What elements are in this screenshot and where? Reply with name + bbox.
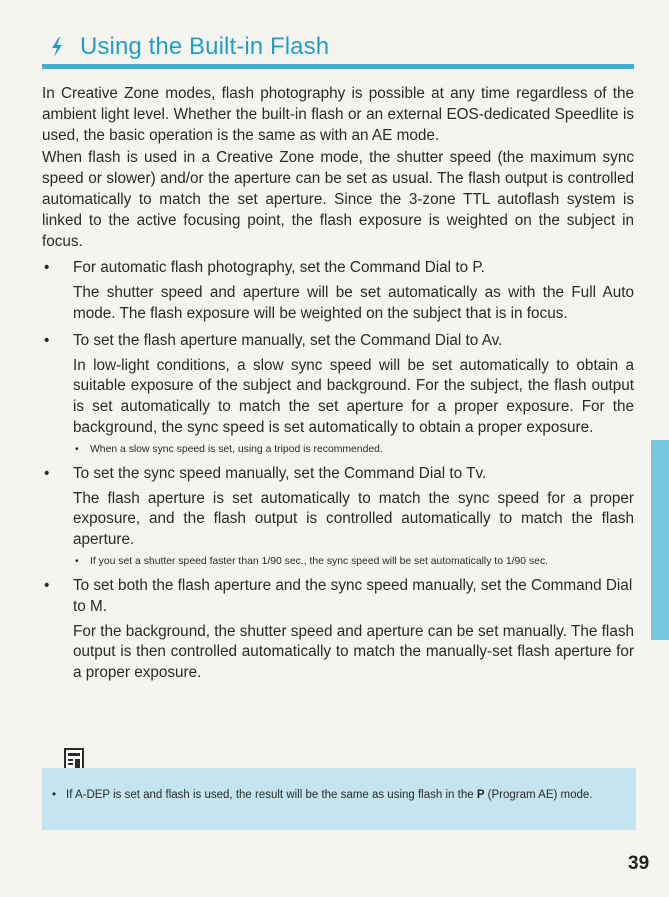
bullet-note: When a slow sync speed is set, using a tripod is recommended.: [90, 443, 383, 455]
intro-paragraph: In Creative Zone modes, flash photography is possible at any time regardless of the ambient light level. Whether the built-in flash or an external EOS-dedicated Speedlite is used, the basic operation is the same as with an AE mode.: [42, 85, 634, 144]
bullet-item: [42, 331, 634, 458]
page-title: Using the Built-in Flash: [80, 33, 330, 60]
note-marker: •: [75, 555, 79, 567]
intro-paragraph: When flash is used in a Creative Zone mode, the shutter speed (the maximum sync speed or slower) and/or the aperture can be set as usual. The flash output is controlled automatically to match the set aperture. Since the 3-zone TTL autoflash system is linked to the active focusing point, the flash exposure is weighted on the subject in focus.: [42, 149, 634, 250]
memo-text-after: (Program AE) mode.: [484, 789, 593, 801]
page-number: 39: [628, 853, 650, 874]
bullet-detail: In low-light conditions, a slow sync speed will be set automatically to obtain a suitable exposure of the subject and background. For the subject, the flash output is set automatically to match the set aperture for a proper exposure. For the background, the sync speed is set automatically to obtain a proper exposure.: [73, 356, 634, 436]
bullet-detail: The shutter speed and aperture will be set automatically as with the Full Auto mode. The flash exposure will be weighted on the subject that is in focus.: [73, 284, 634, 322]
memo-box: [42, 768, 636, 830]
bullet-marker: •: [44, 331, 50, 349]
bullet-item: [42, 576, 634, 684]
bullet-lead: To set both the flash aperture and the sync speed manually, set the Command Dial to M.: [73, 576, 633, 615]
bullet-marker: •: [44, 464, 50, 482]
flash-bolt-icon: [50, 37, 64, 57]
bullet-marker: •: [44, 259, 50, 277]
memo-marker: •: [52, 789, 57, 801]
section-header: [50, 30, 329, 64]
bullet-item: [42, 258, 634, 324]
bullet-detail: For the background, the shutter speed and aperture can be set manually. The flash output is then controlled automatically to match the manually-set flash aperture for a proper exposure.: [73, 622, 634, 682]
body-text: [42, 84, 634, 684]
bullet-lead: To set the sync speed manually, set the Command Dial to Tv.: [73, 464, 487, 482]
bullet-lead: For automatic flash photography, set the Command Dial to P.: [73, 259, 485, 277]
bullet-note: If you set a shutter speed faster than 1/90 sec., the sync speed will be set automatically to 1/90 sec.: [90, 555, 549, 567]
bullet-detail: The flash aperture is set automatically to match the sync speed for a proper exposure, and the flash output is controlled automatically to match the flash aperture.: [73, 489, 634, 549]
memo-text-bold: P: [476, 789, 485, 801]
memo-text-before: If A-DEP is set and flash is used, the result will be the same as using flash in the: [66, 789, 477, 801]
memo-text: [52, 787, 628, 804]
chapter-tab: [651, 440, 669, 640]
note-marker: •: [75, 443, 79, 455]
bullet-item: [42, 464, 634, 570]
bullet-marker: •: [44, 576, 50, 594]
bullet-lead: To set the flash aperture manually, set the Command Dial to Av.: [73, 331, 503, 349]
title-underline: [42, 64, 634, 69]
